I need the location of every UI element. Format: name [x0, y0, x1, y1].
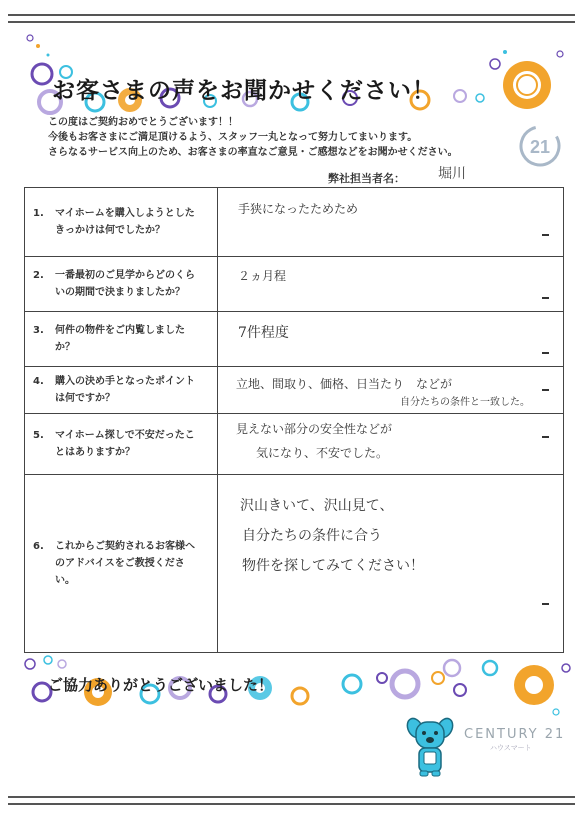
question-cell: [25, 312, 218, 367]
page-title: お客さまの声をお聞かせください！: [52, 78, 436, 104]
answer-cell: [218, 475, 564, 653]
question-cell: [25, 188, 218, 257]
survey-table: [24, 187, 564, 653]
staff-label: 弊社担当者名：: [328, 172, 405, 185]
question-text: 何件の物件をご内覧しましたか？: [55, 325, 185, 353]
century21-logo: [516, 122, 564, 170]
answer-dash: [542, 603, 549, 605]
answer-text: ２ヵ月程: [238, 269, 287, 283]
answer-text: 物件を探してみてください！: [242, 558, 424, 574]
brand-name: CENTURY 21: [464, 727, 566, 742]
answer-text: 自分たちの条件に合う: [242, 528, 382, 544]
answer-text: 沢山きいて、沢山見て、: [240, 498, 394, 514]
brand-subtitle: ハウスマート: [490, 744, 532, 752]
question-row-1: [25, 188, 564, 257]
answer-cell: [218, 188, 564, 257]
question-row-2: [25, 257, 564, 312]
question-number: 6.: [33, 541, 44, 552]
answer-cell: [218, 367, 564, 414]
question-text: 一番最初のご見学からどのくらいの期間で決まりましたか？: [55, 270, 195, 298]
question-number: 4.: [33, 376, 44, 387]
intro-line: さらなるサービス向上のため、お客さまの率直なご意見・ご感想などをお聞かせください。: [48, 147, 458, 158]
answer-cell: [218, 257, 564, 312]
answer-dash: [542, 297, 549, 299]
intro-line: この度はご契約おめでとうございます！！: [48, 117, 238, 128]
answer-dash: [542, 436, 549, 438]
answer-cell: [218, 312, 564, 367]
answer-text: 手狭になったためため: [238, 202, 359, 216]
staff-name: 堀川: [438, 166, 466, 182]
thanks-message: ご協力ありがとうございました！: [48, 676, 274, 694]
answer-text: 気になり、不安でした。: [256, 446, 389, 460]
question-number: 1.: [33, 208, 44, 219]
intro-line: 今後もお客さまにご満足頂けるよう、スタッフ一丸となって努力してまいります。: [48, 132, 418, 143]
answer-text: 7件程度: [238, 325, 289, 341]
question-cell: [25, 414, 218, 475]
question-row-6: [25, 475, 564, 653]
dog-mascot-icon: [405, 716, 455, 778]
answer-dash: [542, 234, 549, 236]
question-cell: [25, 257, 218, 312]
question-row-4: [25, 367, 564, 414]
intro-message: [48, 115, 458, 160]
answer-cell: [218, 414, 564, 475]
answer-text: 見えない部分の安全性などが: [236, 422, 393, 436]
question-number: 5.: [33, 430, 44, 441]
question-number: 3.: [33, 325, 44, 336]
answer-dash: [542, 352, 549, 354]
answer-text: 自分たちの条件と一致した。: [400, 397, 530, 408]
question-row-5: [25, 414, 564, 475]
logo-number: 21: [529, 137, 551, 157]
question-number: 2.: [33, 270, 44, 281]
question-row-3: [25, 312, 564, 367]
question-cell: [25, 475, 218, 653]
question-text: これからご契約されるお客様へのアドバイスをご教授ください。: [55, 541, 195, 586]
question-cell: [25, 367, 218, 414]
question-text: 購入の決め手となったポイントは何ですか？: [55, 376, 195, 404]
answer-dash: [542, 389, 549, 391]
question-text: マイホーム探しで不安だったことはありますか？: [55, 430, 195, 458]
question-text: マイホームを購入しようとしたきっかけは何でしたか？: [55, 208, 195, 236]
answer-text: 立地、間取り、価格、日当たり などが: [236, 377, 453, 391]
